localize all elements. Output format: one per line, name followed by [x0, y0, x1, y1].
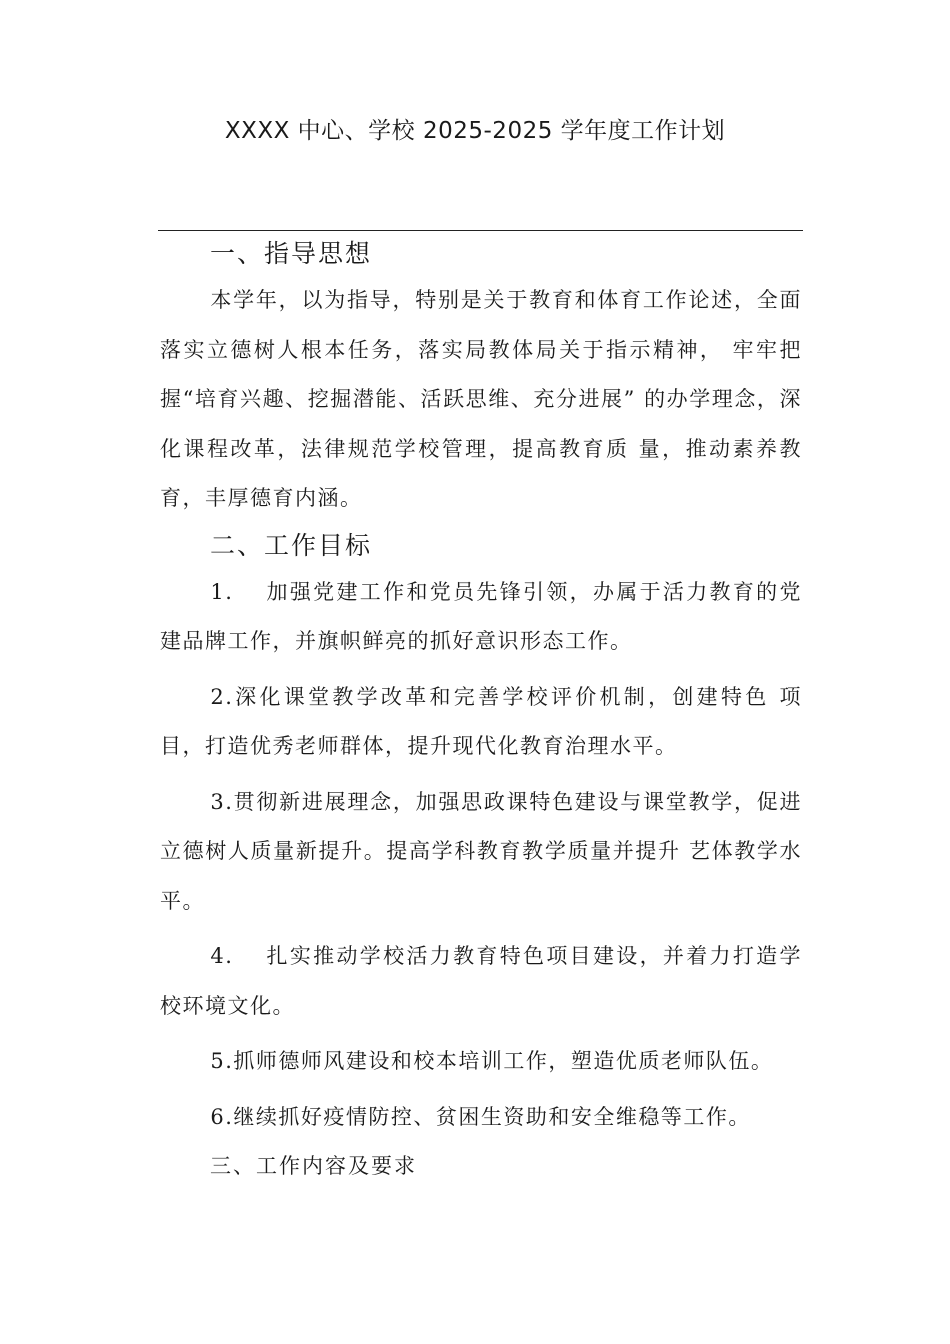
work-goal-item-4: 4. 扎实推动学校活力教育特色项目建设，并着力打造学校环境文化。: [160, 944, 802, 1018]
work-goal-item-5: 5.抓师德师风建设和校本培训工作，塑造优质老师队伍。: [210, 1049, 774, 1073]
work-goal-item-3: 3.贯彻新进展理念，加强思政课特色建设与课堂教学，促进立德树人质量新提升。提高学科教育教学质量并提升 艺体教学水平。: [160, 789, 802, 913]
guiding-ideology-paragraph: 本学年，以为指导，特别是关于教育和体育工作论述，全面落实立德树人根本任务，落实局教体局关于指示精神， 牢牢把握“培育兴趣、挖掘潜能、活跃思维、充分进展” 的办学理念，深化课程改革，法律规范学校管理，提高教育质 量，推动素养教育，丰厚德育内涵。: [160, 288, 802, 510]
section-heading-work-goals: 二、工作目标: [210, 530, 373, 560]
section-heading-guiding-ideology: 一、指导思想: [210, 239, 373, 268]
document-body: [160, 232, 802, 1188]
section-heading-work-content: 三、工作内容及要求: [210, 1154, 417, 1178]
document-title: XXXX 中心、学校 2025-2025 学年度工作计划: [224, 118, 726, 144]
header-divider: [158, 230, 803, 231]
work-goal-item-1: 1. 加强党建工作和党员先锋引领，办属于活力教育的党建品牌工作，并旗帜鲜亮的抓好意识形态工作。: [160, 579, 802, 653]
work-goal-item-2: 2.深化课堂教学改革和完善学校评价机制，创建特色 项目，打造优秀老师群体，提升现代化教育治理水平。: [160, 684, 802, 758]
work-goal-item-6: 6.继续抓好疫情防控、贫困生资助和安全维稳等工作。: [210, 1104, 751, 1129]
